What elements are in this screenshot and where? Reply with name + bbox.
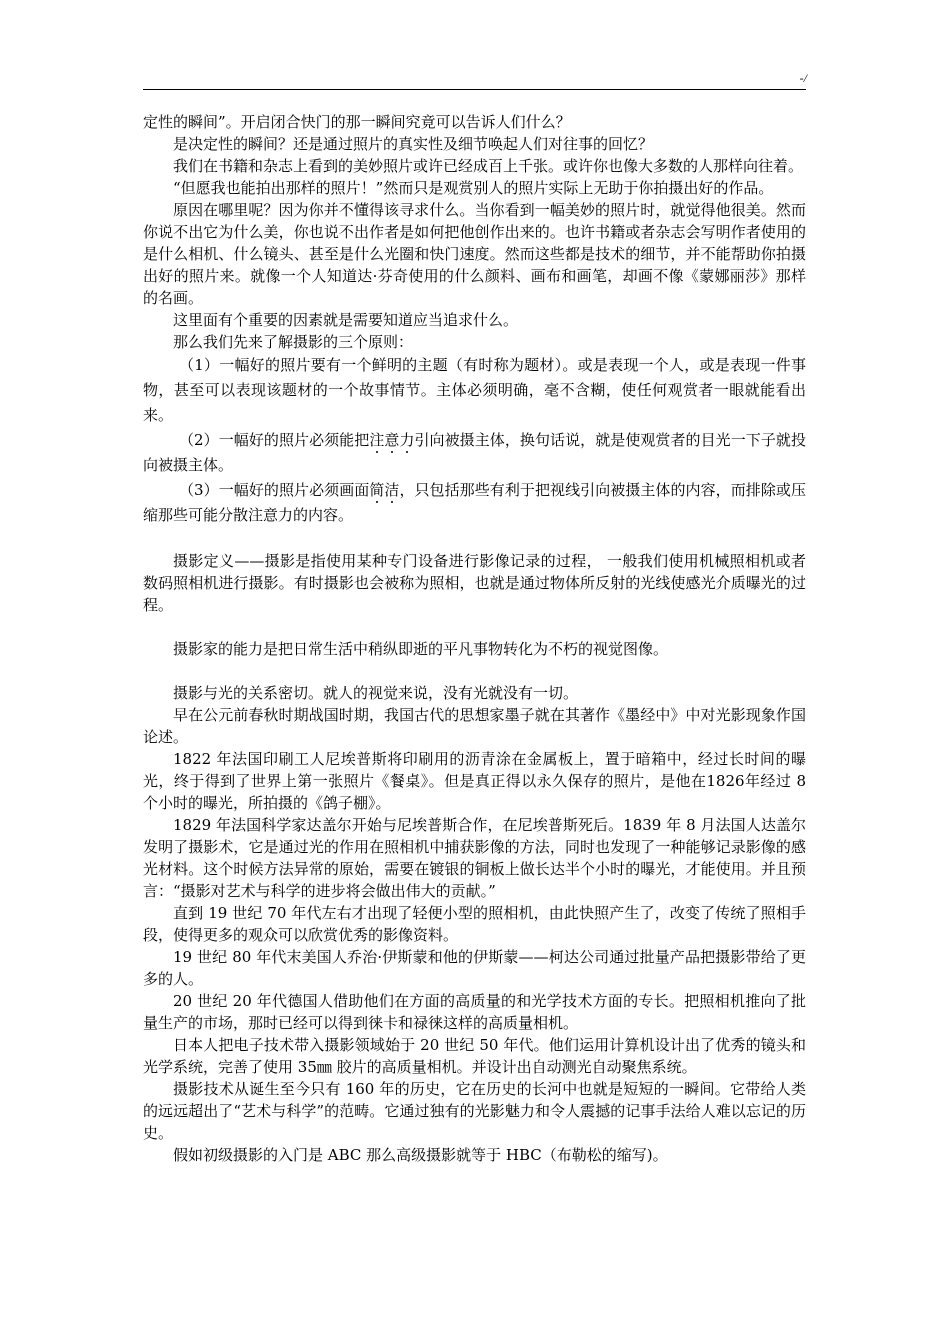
- history-paragraph: 摄影与光的关系密切。就人的视觉来说，没有光就没有一切。: [173, 684, 579, 702]
- paragraph: 是决定性的瞬间？还是通过照片的真实性及细节唤起人们对往事的回忆？: [173, 135, 654, 153]
- principle-2: [143, 428, 806, 478]
- principle-text: （2）一幅好的照片必须能把: [179, 431, 370, 449]
- emphasis-char: 力: [399, 431, 415, 449]
- principle-text: （3）一幅好的照片必须画面: [179, 481, 370, 499]
- header-rule: [143, 89, 806, 90]
- paragraph: “但愿我也能拍出那样的照片！”然而只是观赏别人的照片实际上无助于你拍摄出好的作品。: [173, 179, 774, 197]
- paragraph: 这里面有个重要的因素就是需要知道应当追求什么。: [173, 311, 519, 329]
- paragraph: 那么我们先来了解摄影的三个原则：: [173, 333, 414, 351]
- emphasis-char: 洁: [384, 481, 400, 499]
- emphasis-char: 注: [369, 431, 385, 449]
- history-paragraph: 假如初级摄影的入门是 ABC 那么高级摄影就等于 HBC（布勒松的缩写)。: [173, 1146, 668, 1164]
- principle-1: （1）一幅好的照片要有一个鲜明的主题（有时称为题材）。或是表现一个人，或是表现一件事物，甚至可以表现该题材的一个故事情节。主体必须明确，毫不含糊，使任何观赏者一眼就能看出来。: [143, 356, 806, 424]
- history-paragraph: 20 世纪 20 年代德国人借助他们在方面的高质量的和光学技术方面的专长。把照相机推向了批量生产的市场，那时已经可以得到徕卡和禄徕这样的高质量相机。: [143, 992, 806, 1032]
- principle-3: [143, 478, 806, 528]
- history-paragraph: 1822 年法国印刷工人尼埃普斯将印刷用的沥青涂在金属板上，置于暗箱中，经过长时间的曝光，终于得到了世界上第一张照片《餐桌》。但是真正得以永久保存的照片，是他在1826年经过 8 个小时的曝光，所拍摄的《鸽子棚》。: [143, 750, 806, 812]
- emphasis-char: 意: [384, 431, 400, 449]
- history-paragraph: 1829 年法国科学家达盖尔开始与尼埃普斯合作，在尼埃普斯死后。1839 年 8 月法国人达盖尔发明了摄影术，它是通过光的作用在照相机中捕获影像的方法，同时也发现了一种能够记录影像的感光材料。这个时候方法异常的原始，需要在镀银的铜板上做长达半个小时的曝光，才能使用。并且预言：“摄影对艺术与科学的进步将会做出伟大的贡献。”: [143, 816, 806, 900]
- header-mark: -/: [799, 71, 807, 85]
- spacer: [143, 528, 806, 550]
- history-paragraph: 摄影技术从诞生至今只有 160 年的历史，它在历史的长河中也就是短短的一瞬间。它带给人类的远远超出了“艺术与科学”的范畴。它通过独有的光影魅力和令人震撼的记事手法给人难以忘记的历史。: [143, 1080, 806, 1142]
- spacer: [143, 660, 806, 682]
- history-paragraph: 早在公元前春秋时期战国时期，我国古代的思想家墨子就在其著作《墨经中》中对光影现象作国论述。: [143, 706, 806, 746]
- paragraph: 定性的瞬间”。开启闭合快门的那一瞬间究竟可以告诉人们什么？: [143, 113, 571, 131]
- history-paragraph: 19 世纪 80 年代末美国人乔治·伊斯蒙和他的伊斯蒙——柯达公司通过批量产品把摄影带给了更多的人。: [143, 948, 806, 988]
- ability-paragraph: 摄影家的能力是把日常生活中稍纵即逝的平凡事物转化为不朽的视觉图像。: [173, 640, 669, 658]
- history-paragraph: 直到 19 世纪 70 年代左右才出现了轻便小型的照相机，由此快照产生了，改变了传统了照相手段，使得更多的观众可以欣赏优秀的影像资料。: [143, 904, 806, 944]
- principle-text: ，只包括那些有利于把视线引向被摄主体的内容，而排除或压缩那些可能分散注意力的内容。: [143, 481, 806, 524]
- definition-paragraph: 摄影定义——摄影是指使用某种专门设备进行影像记录的过程， 一般我们使用机械照相机或者数码照相机进行摄影。有时摄影也会被称为照相，也就是通过物体所反射的光线使感光介质曝光的过程。: [143, 552, 806, 614]
- paragraph: 原因在哪里呢？因为你并不懂得该寻求什么。当你看到一幅美妙的照片时，就觉得他很美。然而你说不出它为什么美，你也说不出作者是如何把他创作出来的。也许书籍或者杂志会写明作者使用的是什么相机、什么镜头、甚至是什么光圈和快门速度。然而这些都是技术的细节，并不能帮助你拍摄出好的照片来。就像一个人知道达·芬奇使用的什么颜料、画布和画笔，却画不像《蒙娜丽莎》那样的名画。: [143, 201, 806, 307]
- principle-text: 引向被摄主体，换句话说，就是使观赏者的目光一下子就投向被摄主体。: [143, 431, 806, 474]
- paragraph: 我们在书籍和杂志上看到的美妙照片或许已经成百上千张。或许你也像大多数的人那样向往着。: [173, 157, 804, 175]
- body-text: [143, 111, 806, 1166]
- emphasis-char: 简: [369, 481, 385, 499]
- history-paragraph: 日本人把电子技术带入摄影领域始于 20 世纪 50 年代。他们运用计算机设计出了优秀的镜头和光学系统，完善了使用 35㎜ 胶片的高质量相机。并设计出自动测光自动聚焦系统。: [143, 1036, 806, 1076]
- spacer: [143, 616, 806, 638]
